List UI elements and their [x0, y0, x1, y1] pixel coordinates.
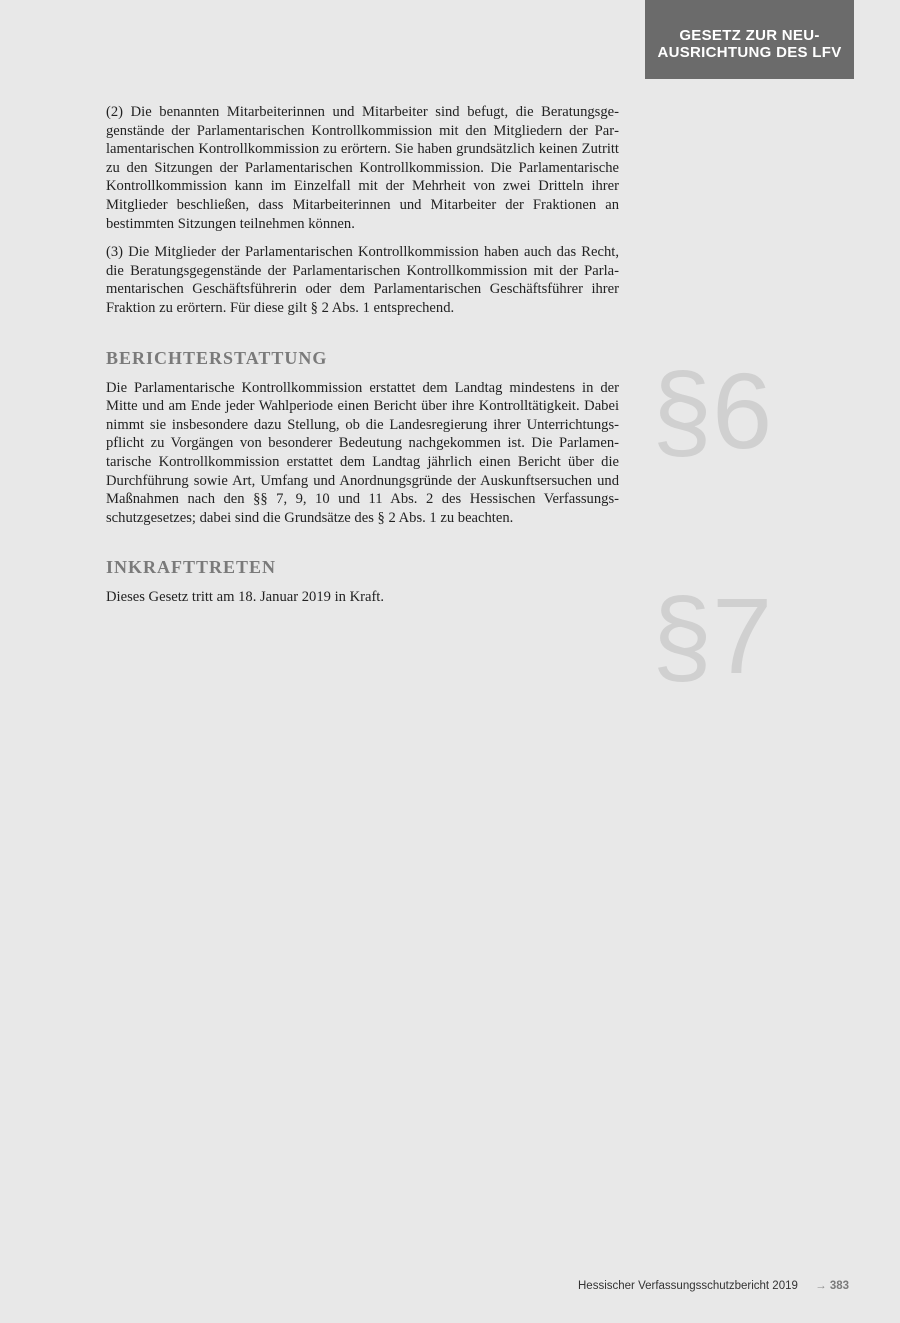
- section-6-line: nimmt sie insbesondere dazu Stellung, ob die Landesregierung ihrer Unterrichtungs: [106, 416, 619, 433]
- paragraph-3-line: (3) Die Mitglieder der Parlamentarischen Kontrollkommission haben auch das Recht,: [106, 244, 619, 261]
- publication-title: Hessischer Verfassungsschutzbericht 2019: [578, 1280, 798, 1292]
- section-7-body: Dieses Gesetz tritt am 18. Januar 2019 in Kraft.: [106, 589, 385, 606]
- section-6-body: [106, 379, 619, 528]
- section-6-line: und Maßnahmen nach den §§ 7, 9, 10 und 11 Abs. 2 des Hessischen Verfassungs: [106, 472, 619, 508]
- section-7-sign: §7: [652, 575, 773, 696]
- paragraph-3-line: Fraktion zu erörtern. Für diese gilt § 2 Abs. 1 entsprechend.: [106, 299, 455, 316]
- section-6-line: Mitte und am Ende jeder Wahlperiode einen Bericht über ihre Kontrolltätigkeit. Dabei: [106, 398, 619, 415]
- chapter-title-line1: GESETZ ZUR NEU-: [679, 27, 820, 44]
- section-6-line: pflicht zu Vorgängen von besonderer Bedeutung nachgekommen ist. Die Parlamen: [106, 435, 619, 452]
- main-content: [106, 103, 619, 617]
- paragraph-2: [106, 103, 619, 233]
- paragraph-2-line: genstände der Parlamentarischen Kontrollkommission mit den Mitgliedern der Par: [106, 122, 619, 139]
- section-7-title: INKRAFTTRETEN: [106, 557, 277, 578]
- arrow-icon: →: [815, 1280, 827, 1292]
- section-6-line: Durchführung sowie Art, Umfang und Anordnungsgründe der Auskunftsersuchen: [106, 472, 592, 489]
- page-footer: [578, 1280, 849, 1292]
- section-6-line: Die Parlamentarische Kontrollkommission erstattet dem Landtag mindestens in der: [106, 379, 619, 396]
- paragraph-3-line: mentarischen Geschäftsführerin oder dem Parlamentarischen Geschäftsführer ihrer: [106, 281, 619, 298]
- paragraph-3-line: die Beratungsgegenstände der Parlamentarischen Kontrollkommission mit der Parla: [106, 262, 619, 279]
- section-6-line: tarische Kontrollkommission erstattet dem Landtag jährlich einen Bericht über die: [106, 453, 619, 470]
- page-number: 383: [829, 1280, 849, 1292]
- paragraph-2-line: (2) Die benannten Mitarbeiterinnen und Mitarbeiter sind befugt, die Beratungsge: [106, 104, 619, 120]
- paragraph-2-line: tritt zu den Sitzungen der Parlamentarischen Kontrollkommission. Die: [106, 141, 619, 176]
- chapter-title-line2: AUSRICHTUNG DES LFV: [657, 44, 842, 61]
- paragraph-2-line: lamentarischen Kontrollkommission zu erörtern. Sie haben grundsätzlich keinen Zu: [106, 141, 598, 158]
- section-6-line: schutzgesetzes; dabei sind die Grundsätze des § 2 Abs. 1 zu beachten.: [106, 509, 514, 526]
- chapter-tab: [645, 0, 854, 79]
- paragraph-3: [106, 243, 619, 317]
- paragraph-2-line: Parlamentarische Kontrollkommission kann im Einzelfall mit der Mehrheit von zwei: [106, 159, 619, 195]
- section-6-title: BERICHTERSTATTUNG: [106, 347, 328, 368]
- paragraph-2-line: tionen an bestimmten Sitzungen teilnehmen können.: [106, 196, 619, 232]
- section-6-sign: §6: [652, 350, 773, 471]
- paragraph-2-line: Dritteln ihrer Mitglieder beschließen, dass Mitarbeiterinnen und Mitarbeiter der Frak: [106, 178, 619, 213]
